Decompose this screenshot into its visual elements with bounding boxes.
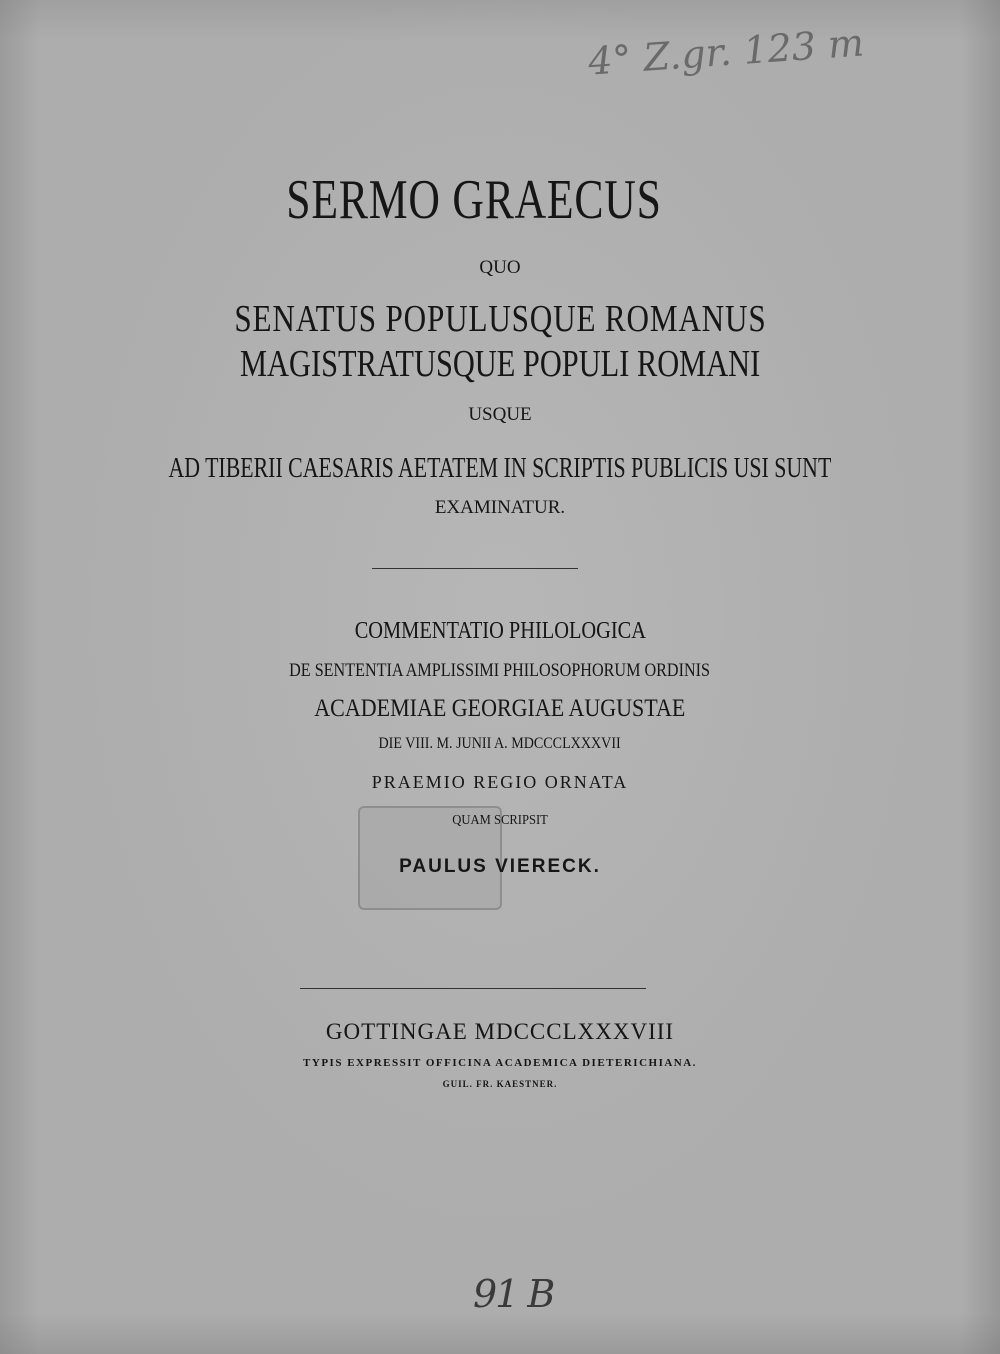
divider-bottom: [300, 988, 646, 989]
title-quo: QUO: [479, 257, 521, 278]
commentatio-praemio: PRAEMIO REGIO ORNATA: [371, 772, 629, 792]
title-line-tiberii: AD TIBERII CAESARIS AETATEM IN SCRIPTIS PUBLICIS USI SUNT: [168, 453, 832, 484]
commentatio-quam-scripsit: QUAM SCRIPSIT: [452, 813, 548, 828]
imprint-place-year: GOTTINGAE MDCCCLXXXVIII: [325, 1019, 675, 1044]
title-examinatur: EXAMINATUR.: [434, 497, 566, 518]
title-line-magistratusque: MAGISTRATUSQUE POPULI ROMANI: [239, 343, 761, 385]
imprint-printer-name: GUIL. FR. KAESTNER.: [442, 1079, 558, 1089]
author-name: PAULUS VIERECK.: [399, 856, 601, 877]
title-page: 4° Z.gr. 123 m SERMO GRAECUS QUO SENATUS POPULUSQUE ROMANUS MAGISTRATUSQUE POPULI ROMANI USQUE AD TIBERII CAESARIS AETATEM IN SCRIPTIS PUBLICIS USI SUNT EXAMINATUR. COMMENTATIO PHILOLOGICA DE SENTENTIA AMPLISSIMI PHILOSOPHORUM ORDINIS ACADEMIAE GEORGIAE AUGUSTAE DIE VIII. M. JUNII A. MDCCCLXXXVII PRAEMIO REGIO ORNATA QUAM SCRIPSIT PAULUS VIERECK. GOTTINGAE MDCCCLXXXVIII TYPIS EXPRESSIT OFFICINA ACADEMICA DIETERICHIANA. GUIL. FR. KAESTNER. 91 B: [0, 0, 1000, 1354]
commentatio-heading: COMMENTATIO PHILOLOGICA: [354, 618, 646, 644]
commentatio-sententia: DE SENTENTIA AMPLISSIMI PHILOSOPHORUM ORDINIS: [289, 660, 711, 681]
handwritten-shelfmark: 4° Z.gr. 123 m: [586, 20, 866, 84]
imprint-printer: TYPIS EXPRESSIT OFFICINA ACADEMICA DIETERICHIANA.: [303, 1057, 697, 1069]
title-usque: USQUE: [468, 404, 532, 425]
commentatio-academiae: ACADEMIAE GEORGIAE AUGUSTAE: [314, 695, 686, 722]
divider-top: [372, 568, 578, 569]
title-line-senatus: SENATUS POPULUSQUE ROMANUS: [233, 298, 767, 340]
commentatio-date: DIE VIII. M. JUNII A. MDCCCLXXXVII: [378, 735, 622, 752]
handwritten-bottom-mark: 91 B: [473, 1272, 554, 1316]
